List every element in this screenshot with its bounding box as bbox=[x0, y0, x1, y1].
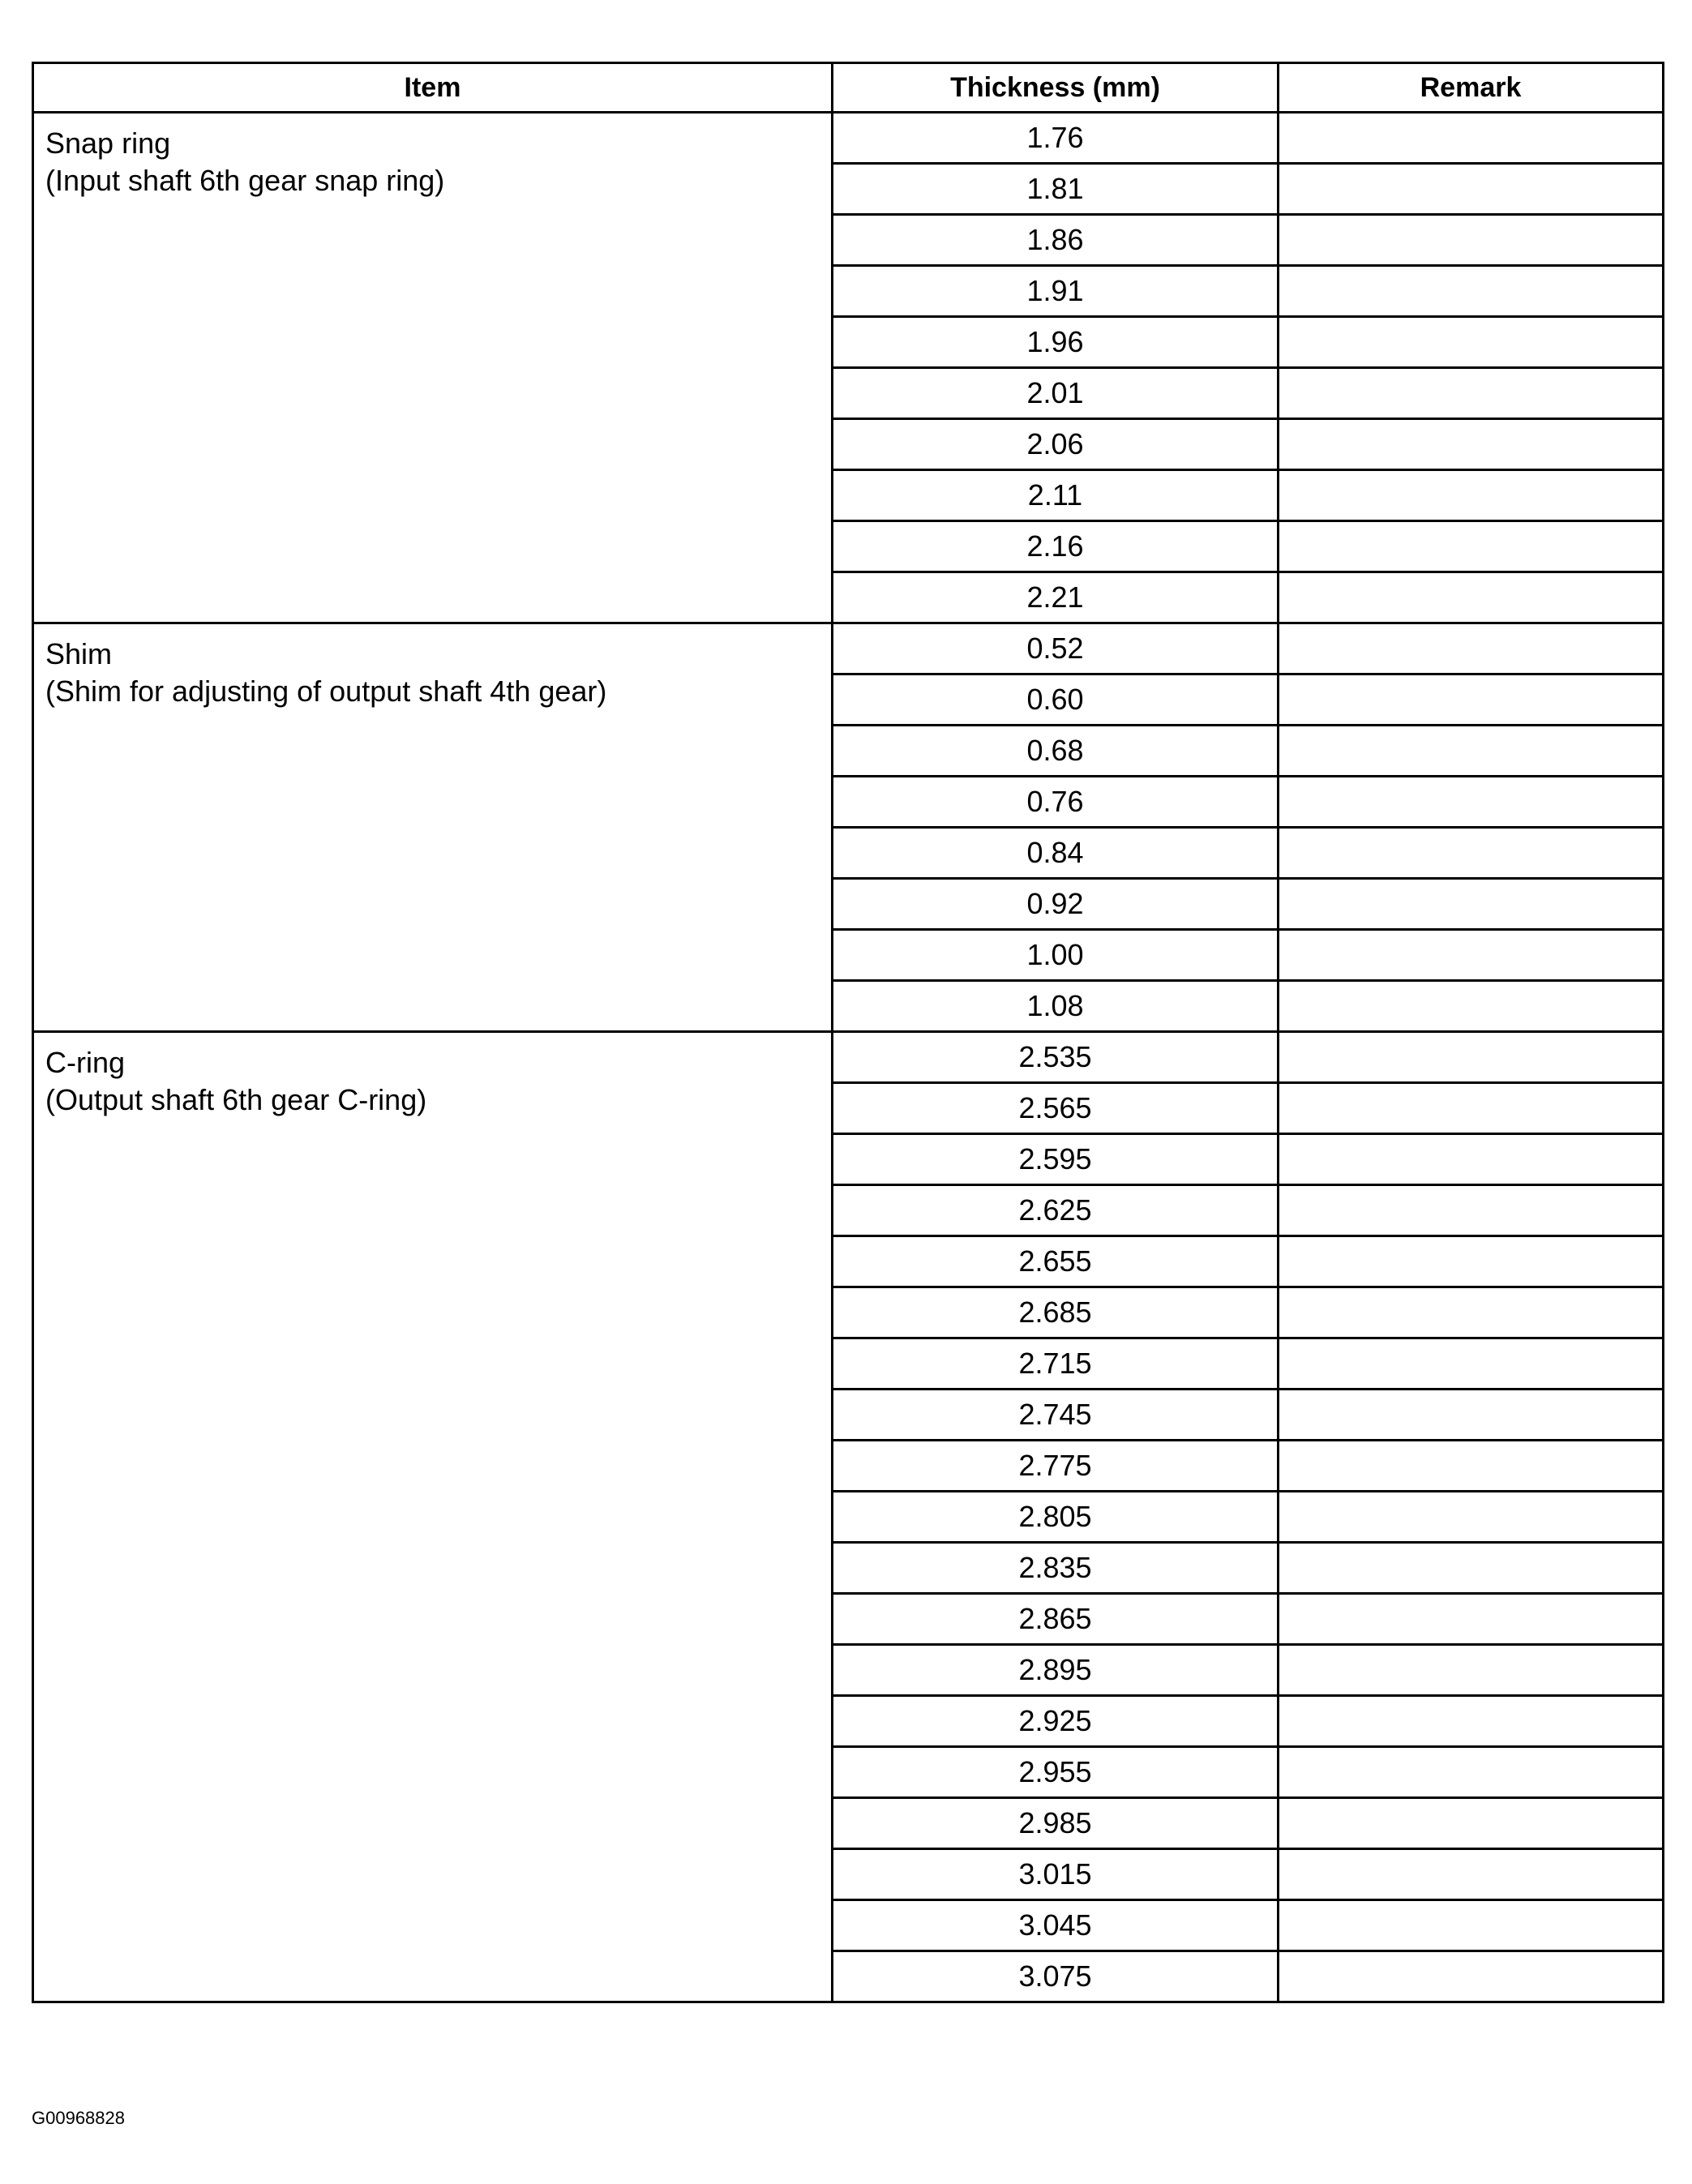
remark-cell bbox=[1279, 1696, 1664, 1747]
thickness-cell: 1.91 bbox=[833, 266, 1279, 317]
thickness-cell: 2.685 bbox=[833, 1287, 1279, 1338]
thickness-cell: 2.715 bbox=[833, 1338, 1279, 1390]
item-description: (Shim for adjusting of output shaft 4th gear) bbox=[45, 674, 607, 708]
thickness-cell: 0.84 bbox=[833, 828, 1279, 879]
remark-cell bbox=[1279, 1900, 1664, 1951]
thickness-cell: 0.76 bbox=[833, 777, 1279, 828]
remark-cell bbox=[1279, 1032, 1664, 1083]
thickness-cell: 2.745 bbox=[833, 1390, 1279, 1441]
remark-cell bbox=[1279, 1185, 1664, 1236]
item-name: Shim bbox=[45, 637, 113, 670]
item-name: Snap ring bbox=[45, 126, 171, 160]
remark-cell bbox=[1279, 1287, 1664, 1338]
thickness-cell: 0.52 bbox=[833, 623, 1279, 674]
header-row bbox=[33, 63, 1664, 113]
remark-cell bbox=[1279, 1236, 1664, 1287]
remark-cell bbox=[1279, 674, 1664, 726]
remark-cell bbox=[1279, 777, 1664, 828]
thickness-cell: 2.01 bbox=[833, 368, 1279, 419]
thickness-cell: 2.565 bbox=[833, 1083, 1279, 1134]
remark-cell bbox=[1279, 572, 1664, 623]
remark-cell bbox=[1279, 1645, 1664, 1696]
remark-cell bbox=[1279, 1338, 1664, 1390]
remark-cell bbox=[1279, 1083, 1664, 1134]
remark-cell bbox=[1279, 1951, 1664, 2002]
thickness-cell: 2.835 bbox=[833, 1543, 1279, 1594]
thickness-cell: 2.895 bbox=[833, 1645, 1279, 1696]
table-row bbox=[33, 623, 1664, 674]
remark-cell bbox=[1279, 113, 1664, 164]
thickness-cell: 1.86 bbox=[833, 215, 1279, 266]
item-description: (Input shaft 6th gear snap ring) bbox=[45, 164, 445, 197]
remark-cell bbox=[1279, 726, 1664, 777]
remark-cell bbox=[1279, 1747, 1664, 1798]
thickness-cell: 2.985 bbox=[833, 1798, 1279, 1849]
thickness-cell: 2.775 bbox=[833, 1441, 1279, 1492]
thickness-cell: 2.535 bbox=[833, 1032, 1279, 1083]
header-thickness: Thickness (mm) bbox=[833, 63, 1279, 113]
item-cell bbox=[33, 113, 833, 623]
thickness-cell: 2.16 bbox=[833, 521, 1279, 572]
remark-cell bbox=[1279, 521, 1664, 572]
table-row bbox=[33, 113, 1664, 164]
remark-cell bbox=[1279, 879, 1664, 930]
thickness-cell: 0.60 bbox=[833, 674, 1279, 726]
remark-cell bbox=[1279, 470, 1664, 521]
thickness-cell: 1.08 bbox=[833, 981, 1279, 1032]
remark-cell bbox=[1279, 623, 1664, 674]
remark-cell bbox=[1279, 266, 1664, 317]
thickness-cell: 2.595 bbox=[833, 1134, 1279, 1185]
remark-cell bbox=[1279, 1543, 1664, 1594]
thickness-cell: 2.865 bbox=[833, 1594, 1279, 1645]
thickness-cell: 1.81 bbox=[833, 164, 1279, 215]
remark-cell bbox=[1279, 1441, 1664, 1492]
thickness-cell: 3.075 bbox=[833, 1951, 1279, 2002]
remark-cell bbox=[1279, 164, 1664, 215]
remark-cell bbox=[1279, 1492, 1664, 1543]
thickness-cell: 2.955 bbox=[833, 1747, 1279, 1798]
remark-cell bbox=[1279, 1849, 1664, 1900]
remark-cell bbox=[1279, 930, 1664, 981]
thickness-cell: 0.92 bbox=[833, 879, 1279, 930]
table-row bbox=[33, 1032, 1664, 1083]
thickness-cell: 1.00 bbox=[833, 930, 1279, 981]
remark-cell bbox=[1279, 1594, 1664, 1645]
thickness-cell: 3.045 bbox=[833, 1900, 1279, 1951]
thickness-cell: 2.21 bbox=[833, 572, 1279, 623]
thickness-cell: 2.925 bbox=[833, 1696, 1279, 1747]
header-item: Item bbox=[33, 63, 833, 113]
item-description: (Output shaft 6th gear C-ring) bbox=[45, 1083, 427, 1116]
thickness-cell: 2.805 bbox=[833, 1492, 1279, 1543]
item-name: C-ring bbox=[45, 1046, 126, 1079]
remark-cell bbox=[1279, 419, 1664, 470]
thickness-cell: 1.76 bbox=[833, 113, 1279, 164]
thickness-cell: 2.06 bbox=[833, 419, 1279, 470]
remark-cell bbox=[1279, 1390, 1664, 1441]
remark-cell bbox=[1279, 317, 1664, 368]
remark-cell bbox=[1279, 1134, 1664, 1185]
header-remark: Remark bbox=[1279, 63, 1664, 113]
thickness-cell: 2.11 bbox=[833, 470, 1279, 521]
remark-cell bbox=[1279, 828, 1664, 879]
thickness-cell: 0.68 bbox=[833, 726, 1279, 777]
table-body bbox=[33, 113, 1664, 2002]
remark-cell bbox=[1279, 1798, 1664, 1849]
thickness-cell: 1.96 bbox=[833, 317, 1279, 368]
figure-id: G00968828 bbox=[32, 2108, 125, 2128]
remark-cell bbox=[1279, 215, 1664, 266]
item-cell bbox=[33, 623, 833, 1032]
thickness-cell: 2.655 bbox=[833, 1236, 1279, 1287]
thickness-cell: 3.015 bbox=[833, 1849, 1279, 1900]
remark-cell bbox=[1279, 368, 1664, 419]
item-cell bbox=[33, 1032, 833, 2002]
thickness-table bbox=[32, 62, 1664, 2003]
remark-cell bbox=[1279, 981, 1664, 1032]
thickness-cell: 2.625 bbox=[833, 1185, 1279, 1236]
